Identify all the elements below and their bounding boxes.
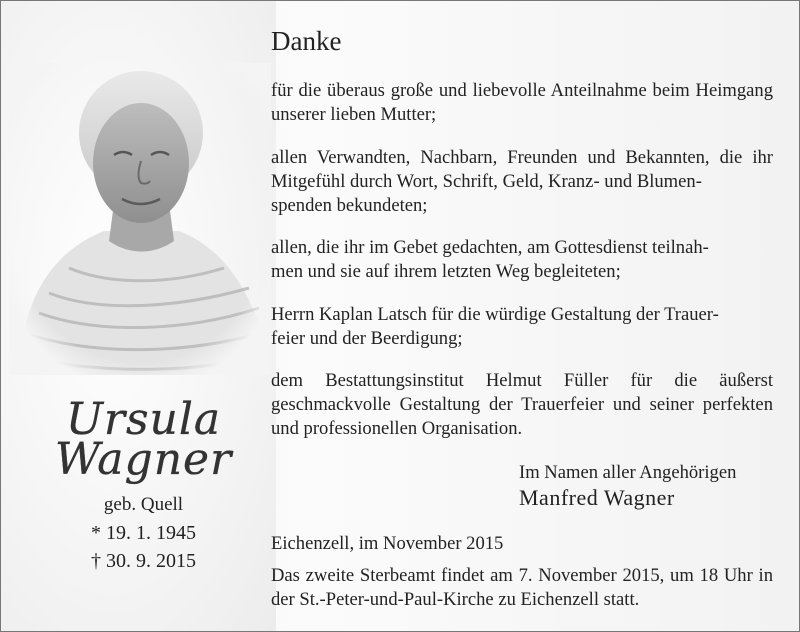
thanks-paragraph: dem Bestattungsinstitut Helmut Füller für die äußerst geschmackvolle Gestaltung der Trauerfeier und seiner perfekten und professionellen Organisation. bbox=[271, 370, 773, 439]
thanks-paragraph: allen, die ihr im Gebet gedachten, am Gottesdienst teilnah- men und sie auf ihrem letzten Weg begleiteten; bbox=[271, 237, 709, 282]
thanks-paragraph: Herrn Kaplan Latsch für die würdige Gestaltung der Trauer- feier und der Beerdigung; bbox=[271, 304, 719, 349]
signer-name: Manfred Wagner bbox=[519, 485, 675, 510]
portrait-photo bbox=[9, 63, 271, 375]
deceased-first-name: Ursula bbox=[65, 394, 222, 445]
notice-heading: Danke bbox=[271, 26, 342, 56]
deceased-last-name: Wagner bbox=[54, 434, 233, 485]
birth-date: * 19. 1. 1945 bbox=[91, 522, 196, 544]
thanks-paragraph: für die überaus große und liebevolle Anteilnahme beim Heimgang unserer lieben Mutter; bbox=[271, 80, 773, 125]
requiem-notice: Das zweite Sterbeamt findet am 7. November 2015, um 18 Uhr in der St.-Peter-und-Paul-Kirche zu Eichenzell statt. bbox=[271, 565, 773, 610]
portrait-photo-icon bbox=[9, 63, 271, 375]
memorial-column bbox=[1, 1, 276, 632]
thanks-column bbox=[271, 1, 776, 632]
death-date: † 30. 9. 2015 bbox=[91, 550, 196, 572]
signoff-line: Im Namen aller Angehörigen bbox=[519, 462, 737, 483]
place-date: Eichenzell, im November 2015 bbox=[271, 533, 504, 554]
thanks-paragraph: allen Verwandten, Nachbarn, Freunden und Bekannten, die ihr Mitgefühl durch Wort, Schrift, Geld, Kranz- und Blumen- spenden bekundeten; bbox=[271, 147, 773, 216]
maiden-name: geb. Quell bbox=[103, 494, 184, 515]
